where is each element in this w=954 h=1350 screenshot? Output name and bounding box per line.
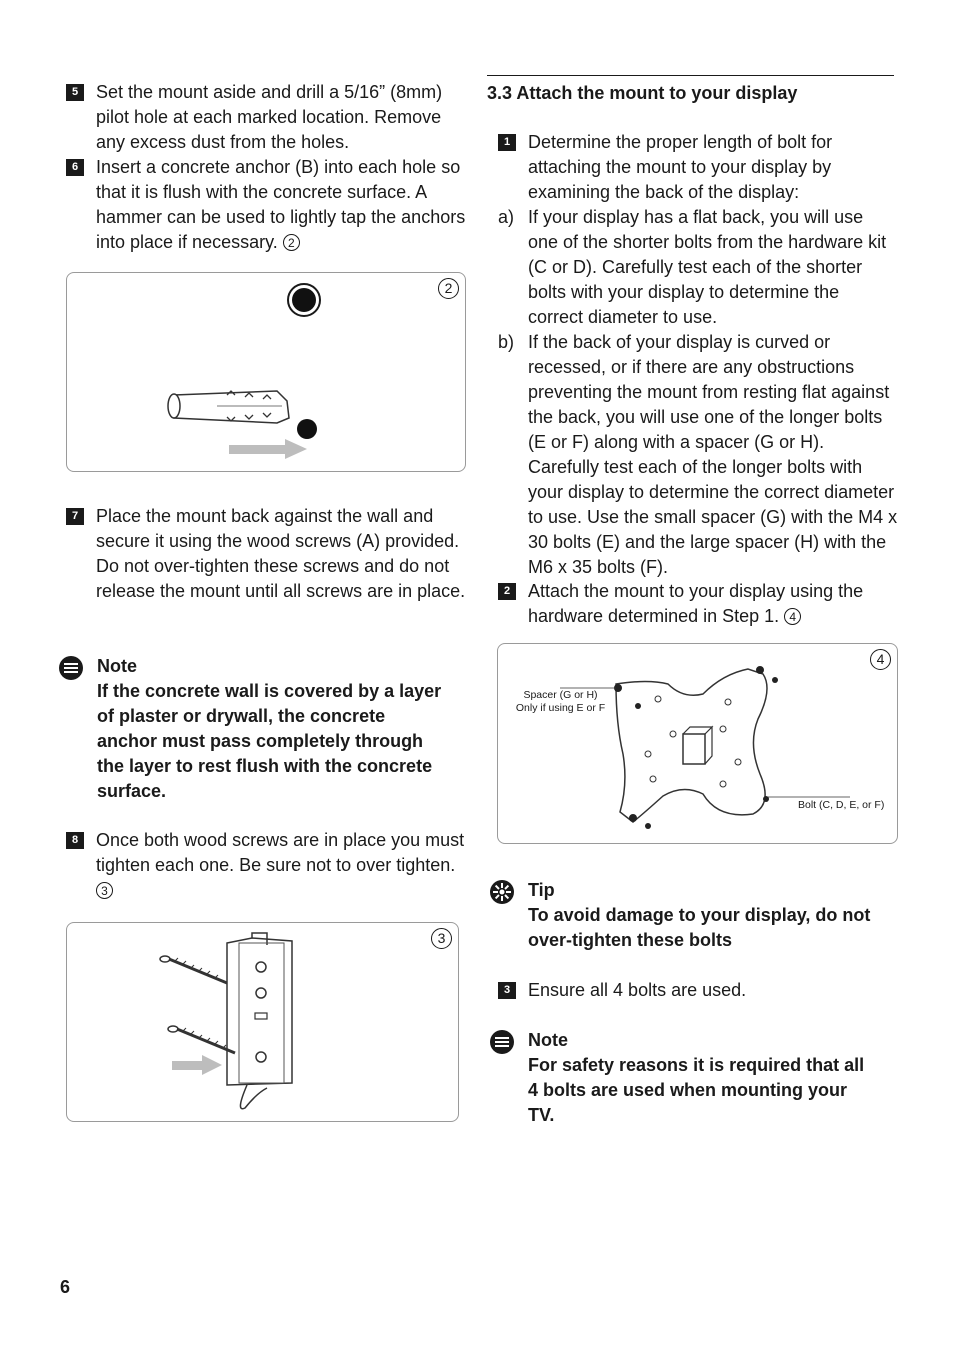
section-heading: 3.3 Attach the mount to your display [487,75,894,106]
note-text: For safety reasons it is required that all 4 bolts are used when mounting your TV. [528,1055,865,1125]
substep-text: If your display has a flat back, you will use one of the shorter bolts from the hardware kit (C or D). Carefully test each of the shorter bolts with your display to determine the correct diameter to use. [528,207,887,327]
step-1 [498,130,898,205]
step-text: Determine the proper length of bolt for attaching the mount to your display by examining the back of the display: [528,132,833,202]
figure-ref: 4 [784,608,801,625]
step-7 [66,504,466,604]
figure-3-screws [66,922,459,1122]
page-number: 6 [60,1277,71,1297]
figure-number: 3 [431,928,452,949]
step-text: Attach the mount to your display using the hardware determined in Step 1. [528,581,864,626]
step-5 [66,80,466,155]
step-number-badge: 6 [66,159,84,176]
mount-plate-illustration [498,644,899,845]
figure-number: 2 [438,278,459,299]
step-8 [66,828,466,903]
note-icon [59,656,83,680]
substep-label: b) [498,332,515,352]
step-number-badge: 5 [66,84,84,101]
spacer-label: Spacer (G or H) Only if using E or F [515,689,606,714]
bolt-label: Bolt (C, D, E, or F) [798,799,885,811]
tip-title: Tip [528,880,555,900]
figure-ref: 2 [283,234,300,251]
note-title: Note [97,656,137,676]
substep-text: If the back of your display is curved or recessed, or if there are any obstructions preventing the mount from resting flat against the back, you will use one of the longer bolts (E or F) along with a spacer (G or H). Carefully test each of the longer bolts with your display to determine the correct diameter to use. Use the small spacer (G) with the M4 x 30 bolts (E) and the large spacer (H) with the M6 x 35 bolts (F). [528,332,898,577]
step-number-badge: 1 [498,134,516,151]
step-number-badge: 2 [498,583,516,600]
note-title: Note [528,1030,568,1050]
note-icon [490,1030,514,1054]
tip-text: To avoid damage to your display, do not over-tighten these bolts [528,905,871,950]
figure-4-mount [497,643,898,844]
figure-2-anchor [66,272,466,472]
substep-b [498,330,898,580]
substep-label: a) [498,207,515,227]
figure-number: 4 [870,649,891,670]
step-6 [66,155,466,255]
note-text: If the concrete wall is covered by a layer of plaster or drywall, the concrete anchor must pass completely through the layer to rest flush with the concrete surface. [97,681,442,801]
step-3 [498,978,898,1003]
tip-icon [490,880,514,904]
anchor-illustration [67,273,467,473]
wood-screw-illustration [67,923,460,1123]
step-number-badge: 3 [498,982,516,999]
figure-ref: 3 [96,882,113,899]
step-number-badge: 7 [66,508,84,525]
step-text: Once both wood screws are in place you must tighten each one. Be sure not to over tighten. [96,830,465,875]
note-drywall [59,654,459,804]
step-text: Place the mount back against the wall and secure it using the wood screws (A) provided. Do not over-tighten these screws and do not release the mount until all screws are in place. [96,506,466,601]
step-text: Insert a concrete anchor (B) into each hole so that it is flush with the concrete surface. A hammer can be used to lightly tap the anchors into place if necessary. [96,157,466,252]
note-safety [490,1028,890,1128]
substep-a [498,205,898,330]
step-number-badge: 8 [66,832,84,849]
step-text: Ensure all 4 bolts are used. [528,980,747,1000]
step-text: Set the mount aside and drill a 5/16” (8mm) pilot hole at each marked location. Remove any excess dust from the holes. [96,82,443,152]
step-2 [498,579,898,629]
tip-bolts [490,878,890,953]
